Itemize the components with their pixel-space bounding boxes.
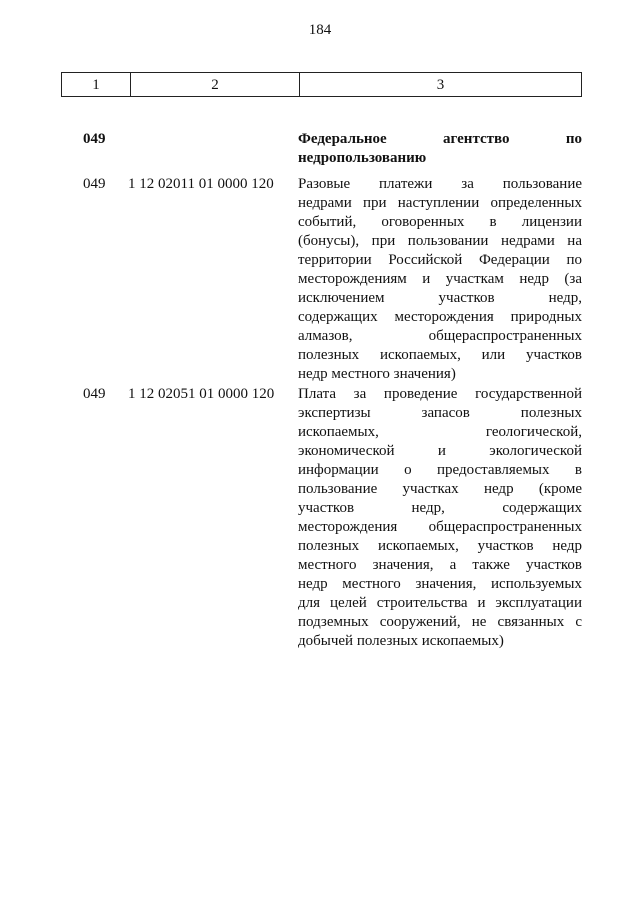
description-line: экономической и экологической — [298, 443, 582, 459]
description-line: исключением участков недр, — [298, 290, 582, 306]
description-line: алмазов, общераспространенных — [298, 328, 582, 344]
description-line: участков недр, содержащих — [298, 500, 582, 516]
description-line: полезных ископаемых, участков недр — [298, 538, 582, 554]
description-line: пользование участках недр (кроме — [298, 481, 582, 497]
description-line: добычей полезных ископаемых) — [298, 633, 504, 649]
table-header-col-1: 1 — [62, 73, 131, 96]
description-line: местного значения, а также участков — [298, 557, 582, 573]
description-line: для целей строительства и эксплуатации — [298, 595, 582, 611]
row-description — [298, 130, 582, 168]
description-line: месторождения общераспространенных — [298, 519, 582, 535]
table-header — [61, 72, 582, 97]
description-line: Плата за проведение государственной — [298, 386, 582, 402]
description-line: (бонусы), при пользовании недрами на — [298, 233, 582, 249]
description-line: событий, оговоренных в лицензии — [298, 214, 582, 230]
description-line: информации о предоставляемых в — [298, 462, 582, 478]
budget-code: 1 12 02051 01 0000 120 — [128, 386, 275, 402]
row-description — [298, 175, 582, 384]
admin-code: 049 — [83, 131, 106, 147]
description-line: ископаемых, геологической, — [298, 424, 582, 440]
description-line: содержащих месторождения природных — [298, 309, 582, 325]
budget-code: 1 12 02011 01 0000 120 — [128, 176, 274, 192]
admin-code: 049 — [83, 386, 106, 402]
description-line: недр местного значения, используемых — [298, 576, 582, 592]
description-line: подземных сооружений, не связанных с — [298, 614, 582, 630]
description-line: Федеральное агентство по — [298, 131, 582, 147]
row-description — [298, 385, 582, 651]
description-line: недр местного значения) — [298, 366, 456, 382]
description-line: месторождениям и участкам недр (за — [298, 271, 582, 287]
description-line: недрами при наступлении определенных — [298, 195, 582, 211]
description-line: недропользованию — [298, 150, 427, 166]
description-line: Разовые платежи за пользование — [298, 176, 582, 192]
description-line: территории Российской Федерации по — [298, 252, 582, 268]
page-number: 184 — [308, 22, 332, 38]
table-header-col-2: 2 — [131, 73, 300, 96]
description-line: экспертизы запасов полезных — [298, 405, 582, 421]
description-line: полезных ископаемых, или участков — [298, 347, 582, 363]
table-header-col-3: 3 — [436, 77, 445, 93]
admin-code: 049 — [83, 176, 106, 192]
